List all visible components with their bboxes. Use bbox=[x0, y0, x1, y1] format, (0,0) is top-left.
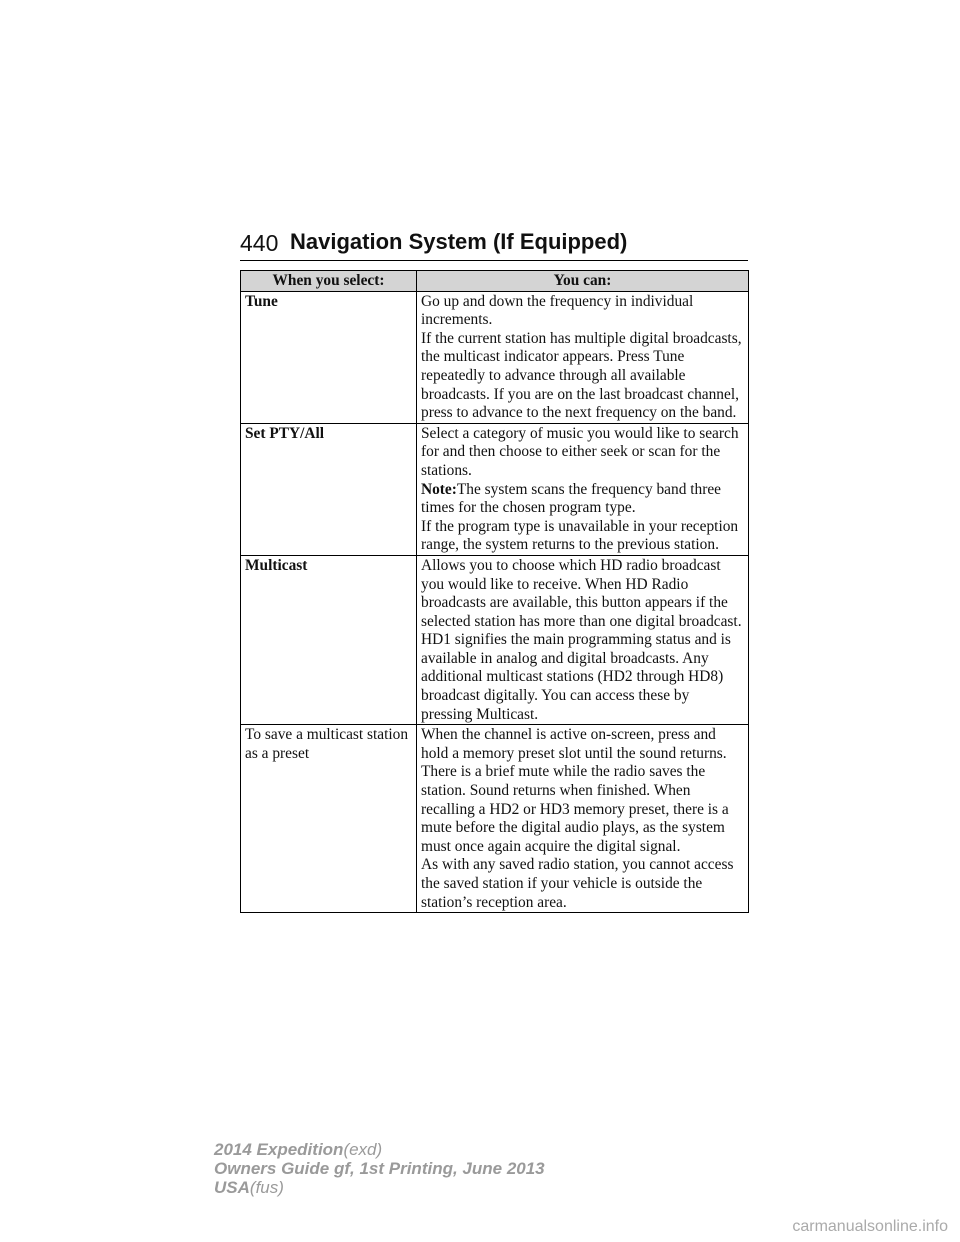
section-title: Navigation System (If Equipped) bbox=[290, 229, 628, 254]
radio-functions-table bbox=[240, 270, 749, 913]
row-description-multicast bbox=[417, 555, 749, 724]
row-description-set-pty bbox=[417, 423, 749, 555]
description-line: Select a category of music you would like to search for and then choose to either seek or scan for the stations. bbox=[421, 424, 739, 479]
page-footer bbox=[214, 1140, 545, 1197]
description-line: If the current station has multiple digital broadcasts, the multicast indicator appears. Press Tune repeatedly to advance through all available broadcasts. If you are on the last broadcast channel, press to advance to the next frequency on the band. bbox=[421, 329, 742, 422]
description-line: Go up and down the frequency in individual increments. bbox=[421, 292, 694, 329]
column-header-action: You can: bbox=[417, 271, 749, 292]
row-label-tune: Tune bbox=[241, 291, 417, 423]
description-line: As with any saved radio station, you cannot access the saved station if your vehicle is outside the station’s reception area. bbox=[421, 856, 734, 911]
row-label-save-preset: To save a multicast station as a preset bbox=[241, 725, 417, 913]
footer-model-line bbox=[214, 1140, 545, 1159]
description-line: When the channel is active on-screen, press and hold a memory preset slot until the sound returns. There is a brief mute while the radio saves the station. Sound returns when finished. When recalling a HD2 or HD3 memory preset, there is a mute before the digital audio plays, as the system must once again acquire the digital signal. bbox=[421, 726, 729, 855]
table-header-row bbox=[241, 271, 749, 292]
footer-guide-line: Owners Guide gf, 1st Printing, June 2013 bbox=[214, 1159, 545, 1178]
page-number: 440 bbox=[240, 230, 279, 256]
row-label-set-pty: Set PTY/All bbox=[241, 423, 417, 555]
column-header-select: When you select: bbox=[241, 271, 417, 292]
note-label: Note: bbox=[421, 480, 457, 498]
note-line bbox=[421, 481, 744, 518]
note-text: The system scans the frequency band three times for the chosen program type. bbox=[421, 480, 722, 517]
description-line: If the program type is unavailable in your reception range, the system returns to the previous station. bbox=[421, 517, 739, 554]
description-line: Allows you to choose which HD radio broadcast you would like to receive. When HD Radio broadcasts are available, this button appears if the selected station has more than one digital broadcast. HD1 signifies the main programming status and is available in analog and digital broadcasts. Any additional multicast stations (HD2 through HD8) broadcast digitally. You can access these by pressing Multicast. bbox=[421, 556, 742, 723]
table-row bbox=[241, 725, 749, 913]
footer-model: 2014 Expedition bbox=[214, 1140, 344, 1159]
footer-region-line bbox=[214, 1178, 545, 1197]
footer-region-code: (fus) bbox=[249, 1178, 284, 1197]
table-row bbox=[241, 555, 749, 724]
footer-region: USA bbox=[214, 1178, 250, 1197]
table-row bbox=[241, 423, 749, 555]
row-description-save-preset bbox=[417, 725, 749, 913]
watermark: carmanualsonline.info bbox=[792, 1218, 948, 1235]
row-label-multicast: Multicast bbox=[241, 555, 417, 724]
table-row bbox=[241, 291, 749, 423]
row-description-tune bbox=[417, 291, 749, 423]
page-header bbox=[240, 228, 748, 261]
footer-model-code: (exd) bbox=[343, 1140, 383, 1159]
